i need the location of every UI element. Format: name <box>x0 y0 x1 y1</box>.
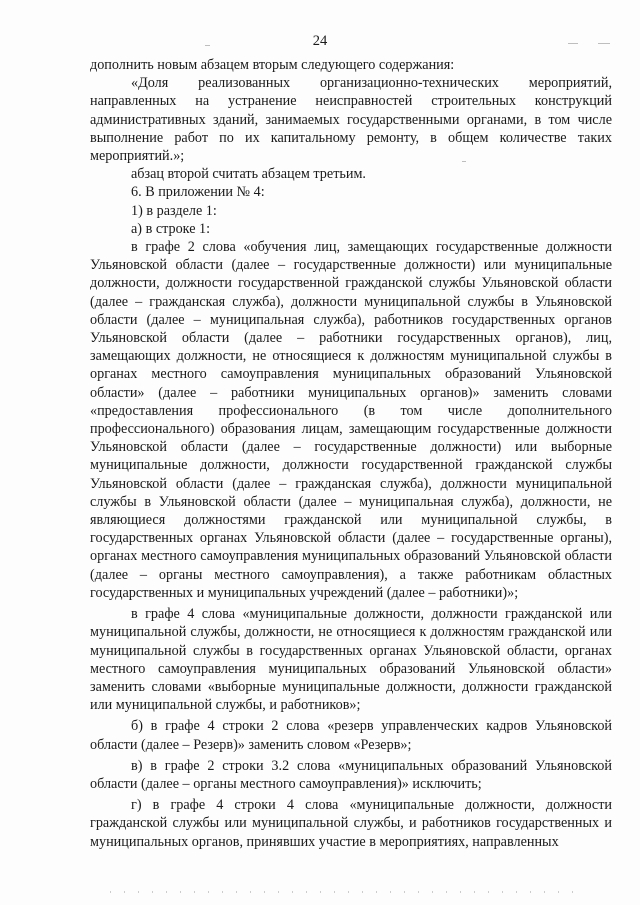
page-number: 24 <box>312 33 328 49</box>
paragraph: г) в графе 4 строки 4 слова «муниципальные должности, должности гражданской службы или муниципальной службы, и работников государственных и муниципальных органов, принявших участие в мероприятиях, направленных <box>90 797 612 850</box>
paragraph: в графе 4 слова «муниципальные должности, должности гражданской или муниципальной службы, должности, не относящиеся к должностям гражданской или муниципальной службы в государственных органах Ульяновской области, органах местного самоуправления муниципальных образований Ульяновской области» заменить словами «выборные муниципальные должности, должности гражданской или муниципальной службы, и работников»; <box>90 606 612 714</box>
paragraph: «Доля реализованных организационно-технических мероприятий, направленных на устранение неисправностей строительных конструкций административных зданий, занимаемых государственными органами, в том числе выполнение работ по их капитальному ремонту, в общем количестве таких мероприятий.»; <box>90 75 612 165</box>
paragraph: в графе 2 слова «обучения лиц, замещающих государственные должности Ульяновской области (далее – государственные должности) или муниципальные должности, должности государственной гражданской службы Ульяновской области (далее – гражданская служба), должности муниципальной службы в Ульяновской области (далее – муниципальная служба), работников государственных органов Ульяновской области (далее – работники государственных органов), лиц, замещающих должности, не относящиеся к должностям муниципальной службы в органах местного самоуправления муниципальных образований Ульяновской области» (далее – работники муниципальных органов)» заменить словами «предоставления профессионального (в том числе дополнительного профессионального) образования лицам, замещающим государственные должности Ульяновской области (далее – государственные должности) или выборные муниципальные должности, должности государственной гражданской службы Ульяновской области (далее – гражданская служба), должности муниципальной службы в Ульяновской области (далее – муниципальная служба), должности, не являющиеся должностями гражданской или муниципальной службы, в государственных органах Ульяновской области (далее – государственные органы), органах местного самоуправления муниципальных образований Ульяновской области (далее – органы местного самоуправления), а также работникам областных государственных и муниципальных учреждений (далее – работники)»; <box>90 239 612 601</box>
document-body <box>90 56 612 851</box>
paragraph: а) в строке 1: <box>131 220 211 237</box>
scan-mark <box>568 43 578 44</box>
paragraph: абзац второй считать абзацем третьим. <box>131 166 366 183</box>
paragraph: 6. В приложении № 4: <box>131 184 265 201</box>
paragraph: в) в графе 2 строки 3.2 слова «муниципальных образований Ульяновской области (далее – органы местного самоуправления)» исключить; <box>90 757 612 792</box>
scan-mark <box>598 43 610 44</box>
scan-mark <box>205 45 210 46</box>
scan-noise <box>110 891 580 893</box>
paragraph: дополнить новым абзацем вторым следующего содержания: <box>90 57 455 73</box>
paragraph: б) в графе 4 строки 2 слова «резерв управленческих кадров Ульяновской области (далее – Резерв)» заменить словом «Резерв»; <box>90 718 612 753</box>
paragraph: 1) в разделе 1: <box>131 202 217 219</box>
